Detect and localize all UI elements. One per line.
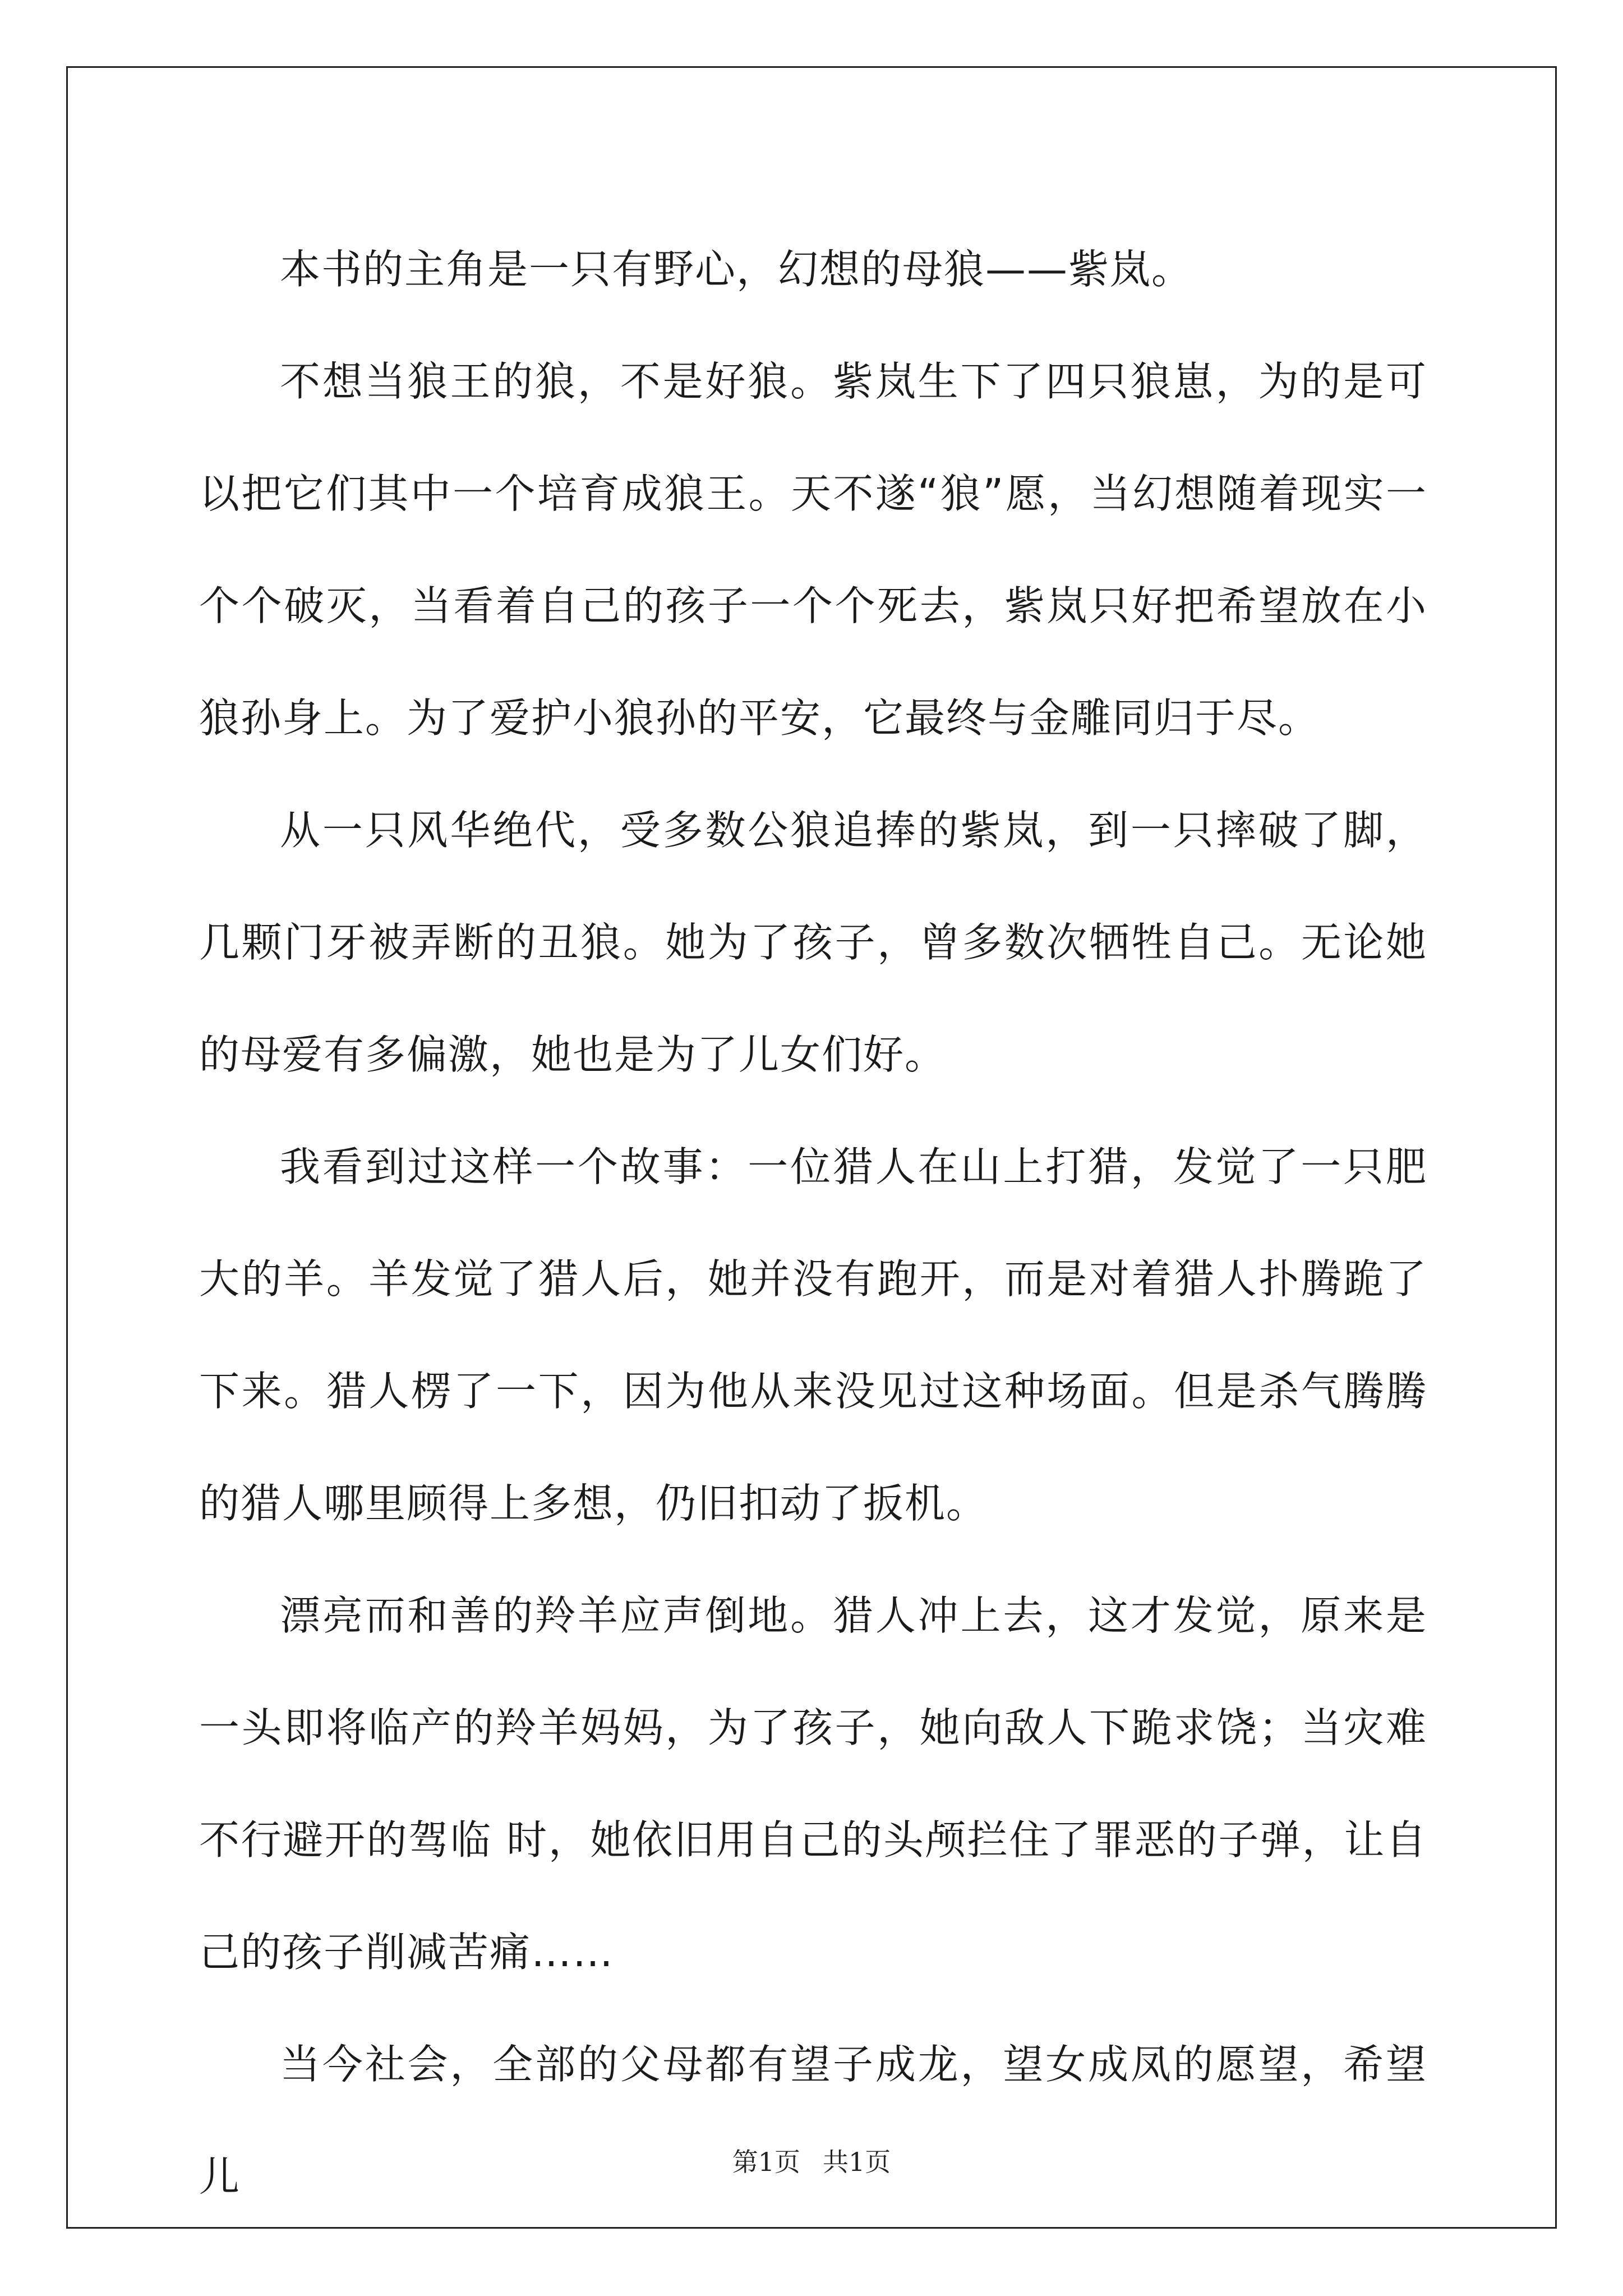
page-total: 共1页: [823, 2147, 891, 2177]
paragraph-5: 漂亮而和善的羚羊应声倒地。猎人冲上去，这才发觉，原来是一头即将临产的羚羊妈妈，为了孩子，她向敌人下跪求饶；当灾难不行避开的驾临 时，她依旧用自己的头颅拦住了罪恶的子弹，让自己的孩子削减苦痛……: [199, 1592, 1427, 1976]
paragraph-3: 从一只风华绝代，受多数公狼追捧的紫岚，到一只摔破了脚，几颗门牙被弄断的丑狼。她为了孩子，曾多数次牺牲自己。无论她的母爱有多偏激，她也是为了儿女们好。: [199, 807, 1427, 1078]
paragraph-6: 当今社会，全部的父母都有望子成龙，望女成凤的愿望，希望儿: [199, 2041, 1427, 2200]
paragraph-4: 我看到过这样一个故事：一位猎人在山上打猎，发觉了一只肥大的羊。羊发觉了猎人后，她并没有跑开，而是对着猎人扑腾跪了下来。猎人楞了一下，因为他从来没见过这种场面。但是杀气腾腾的猎人哪里顾得上多想，仍旧扣动了扳机。: [199, 1143, 1427, 1527]
page-number: 第1页: [732, 2147, 800, 2177]
paragraph-1: 本书的主角是一只有野心，幻想的母狼——紫岚。: [280, 246, 1193, 293]
page-footer: [0, 2142, 1623, 2179]
paragraph-2: 不想当狼王的狼，不是好狼。紫岚生下了四只狼崽，为的是可以把它们其中一个培育成狼王。天不遂“狼”愿，当幻想随着现实一个个破灭，当看着自己的孩子一个个死去，紫岚只好把希望放在小狼孙身上。为了爱护小狼孙的平安，它最终与金雕同归于尽。: [199, 358, 1427, 742]
document-body: [199, 213, 1427, 2233]
